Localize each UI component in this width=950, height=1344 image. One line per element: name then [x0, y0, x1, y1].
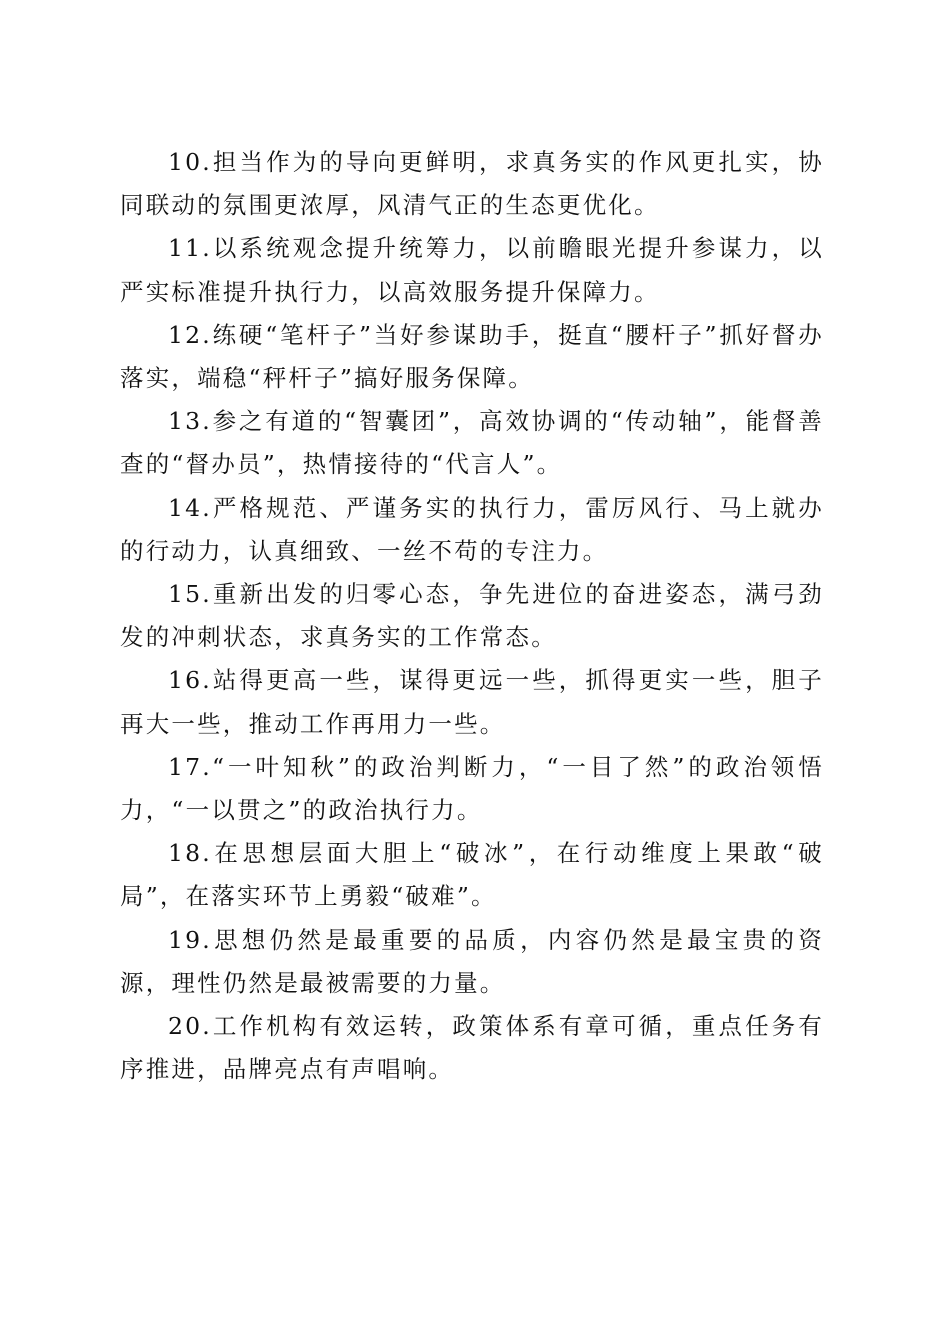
- document-body: [120, 141, 824, 1091]
- paragraph-18: 18.在思想层面大胆上“破冰”，在行动维度上果敢“破局”，在落实环节上勇毅“破难”。: [120, 839, 824, 911]
- paragraph-19: 19.思想仍然是最重要的品质，内容仍然是最宝贵的资源，理性仍然是最被需要的力量。: [120, 925, 824, 997]
- paragraph-17: 17.“一叶知秋”的政治判断力，“一目了然”的政治领悟力，“一以贯之”的政治执行力。: [120, 752, 824, 825]
- paragraph-12: 12.练硬“笔杆子”当好参谋助手，挺直“腰杆子”抓好督办落实，端稳“秤杆子”搞好服务保障。: [120, 320, 824, 393]
- paragraph-15: 15.重新出发的归零心态，争先进位的奋进姿态，满弓劲发的冲刺状态，求真务实的工作常态。: [120, 580, 824, 652]
- paragraph-14: 14.严格规范、严谨务实的执行力，雷厉风行、马上就办的行动力，认真细致、一丝不苟的专注力。: [120, 493, 824, 565]
- paragraph-20: 20.工作机构有效运转，政策体系有章可循，重点任务有序推进，品牌亮点有声唱响。: [120, 1012, 824, 1084]
- paragraph-10: 10.担当作为的导向更鲜明，求真务实的作风更扎实，协同联动的氛围更浓厚，风清气正的生态更优化。: [120, 148, 824, 220]
- paragraph-16: 16.站得更高一些，谋得更远一些，抓得更实一些，胆子再大一些，推动工作再用力一些。: [120, 666, 824, 738]
- paragraph-13: 13.参之有道的“智囊团”，高效协调的“传动轴”，能督善查的“督办员”，热情接待的“代言人”。: [120, 407, 824, 479]
- paragraph-11: 11.以系统观念提升统筹力，以前瞻眼光提升参谋力，以严实标准提升执行力，以高效服务提升保障力。: [120, 234, 824, 306]
